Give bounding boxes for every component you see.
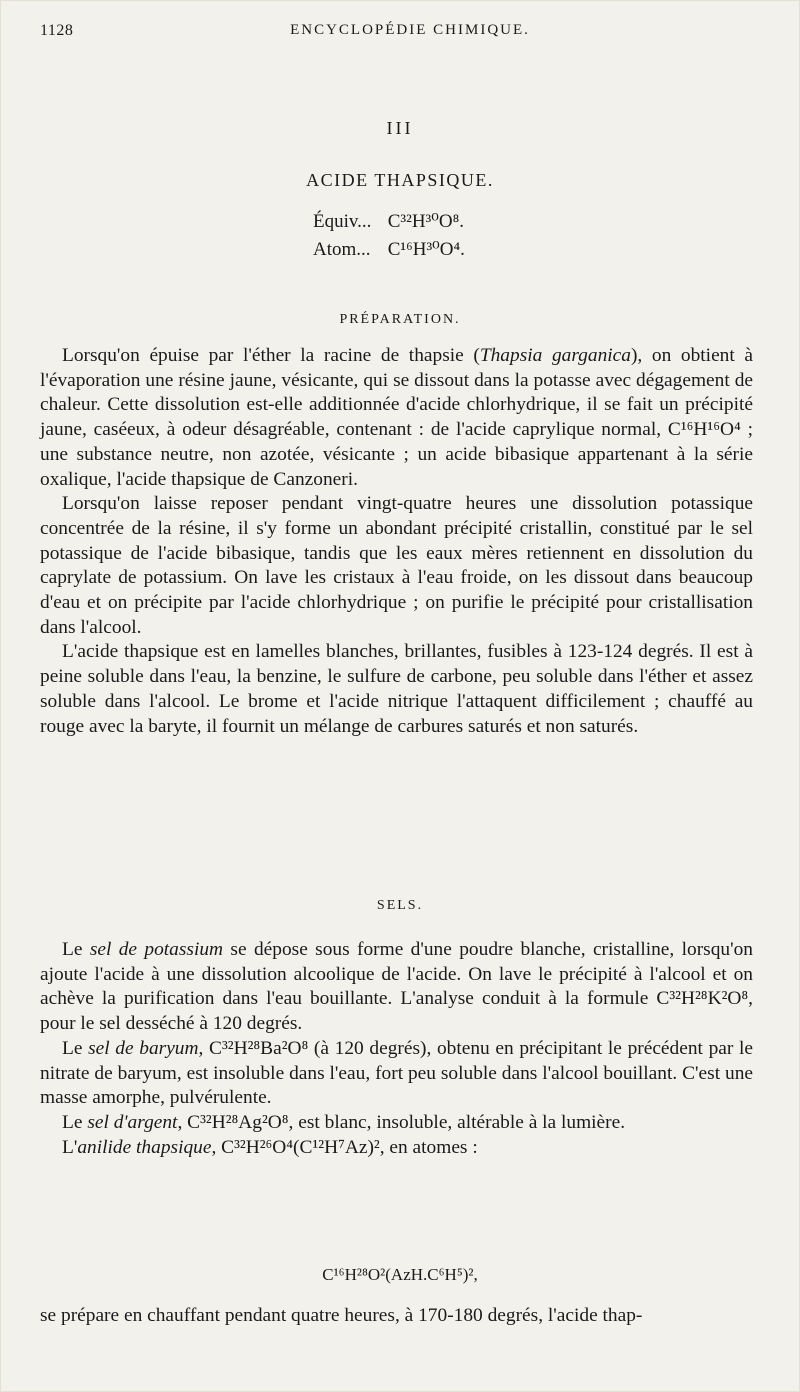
preparation-text	[40, 344, 753, 739]
equiv-row	[313, 208, 465, 236]
sels-paragraph-1	[40, 938, 753, 1037]
closing-text	[40, 1304, 753, 1329]
text-run: , C³²H²⁶O⁴(C¹²H⁷Az)², en atomes :	[211, 1136, 478, 1158]
atom-formula: C¹⁶H³⁰O⁴.	[387, 239, 465, 260]
formula-block	[313, 208, 465, 264]
preparation-heading: PRÉPARATION.	[339, 312, 461, 327]
text-run: Le	[62, 1111, 88, 1133]
running-header	[40, 22, 780, 46]
sels-paragraph-3	[40, 1111, 753, 1136]
sels-paragraph-2	[40, 1037, 753, 1111]
text-run: Le	[62, 939, 90, 960]
italic-run: sel de potassium	[89, 939, 224, 960]
sels-paragraph-4	[40, 1136, 753, 1161]
sels-text	[40, 938, 753, 1160]
text-run: se dépose sous forme d'une poudre blanche, cristalline, lorsqu'on ajoute l'acide à une dissolution alcoolique de l'acide. On lave le précipité à l'alcool et on achève la purification dans l'eau bouillante. L'analyse conduit à la formule C³²H²⁸K²O⁸, pour le sel desséché à 120 degrés.	[40, 939, 753, 1035]
equiv-label: Équiv...	[313, 211, 372, 232]
closing-line: se prépare en chauffant pendant quatre heures, à 170-180 degrés, l'acide thap-	[40, 1305, 643, 1326]
preparation-paragraph-2: Lorsqu'on laisse reposer pendant vingt-quatre heures une dissolution potassique concentrée de la résine, il s'y forme un abondant précipité cristallin, constitué par le sel potassique de l'acide bibasique, tandis que les eaux mères retiennent en dissolution du caprylate de potassium. On lave les cristaux à l'eau froide, on les dissout dans beaucoup d'eau et on précipite par l'acide chlorhydrique ; on purifie le précipité pour cristallisation dans l'alcool.	[40, 493, 753, 638]
text-run: , C³²H²⁸Ba²O⁸ (à 120 degrés), obtenu en précipitant le précédent par le nitrate de baryum, est insoluble dans l'eau, fort peu soluble dans l'alcool bouillant. C'est une masse amorphe, pulvérulente.	[40, 1037, 753, 1109]
anilide-formula: C¹⁶H²⁸O²(AzH.C⁶H⁵)²,	[322, 1265, 478, 1284]
page-number: 1128	[40, 22, 74, 39]
text-run: L'	[62, 1136, 78, 1158]
text-run: , C³²H²⁸Ag²O⁸, est blanc, insoluble, altérable à la lumière.	[177, 1111, 626, 1133]
italic-run: sel de baryum	[88, 1037, 199, 1059]
text-run: Le	[62, 1037, 89, 1059]
section-title: ACIDE THAPSIQUE.	[306, 170, 494, 190]
italic-run: anilide thapsique	[77, 1136, 212, 1158]
sels-heading: SELS.	[376, 898, 424, 913]
equiv-formula: C³²H³⁰O⁸.	[387, 211, 464, 232]
text-run: Lorsqu'on épuise par l'éther la racine de thapsie (	[62, 345, 480, 366]
text-run: ), on obtient à l'évaporation une résine jaune, vésicante, qui se dissout dans la potasse avec dégagement de chaleur. Cette dissolution est-elle additionnée d'acide chlorhydrique, il se fait un précipité jaune, caséeux, à odeur désagréable, contenant : de l'acide caprylique normal, C¹⁶H¹⁶O⁴ ; une substance neutre, non azotée, vésicante ; un acide bibasique appartenant à la série oxalique, l'acide thapsique de Canzoneri.	[40, 345, 753, 490]
italic-run: Thapsia garganica	[479, 345, 631, 366]
preparation-paragraph-1	[40, 344, 753, 492]
italic-run: sel d'argent	[87, 1111, 178, 1133]
running-title: ENCYCLOPÉDIE CHIMIQUE.	[290, 22, 530, 38]
section-number: III	[386, 118, 414, 138]
atom-row	[313, 236, 465, 264]
preparation-paragraph-3: L'acide thapsique est en lamelles blanches, brillantes, fusibles à 123-124 degrés. Il est à peine soluble dans l'eau, la benzine, le sulfure de carbone, peu soluble dans l'éther et assez soluble dans l'alcool. Le brome et l'acide nitrique l'attaquent difficilement ; chauffé au rouge avec la baryte, il fournit un mélange de carbures saturés et non saturés.	[40, 641, 753, 737]
atom-label: Atom...	[313, 239, 371, 260]
